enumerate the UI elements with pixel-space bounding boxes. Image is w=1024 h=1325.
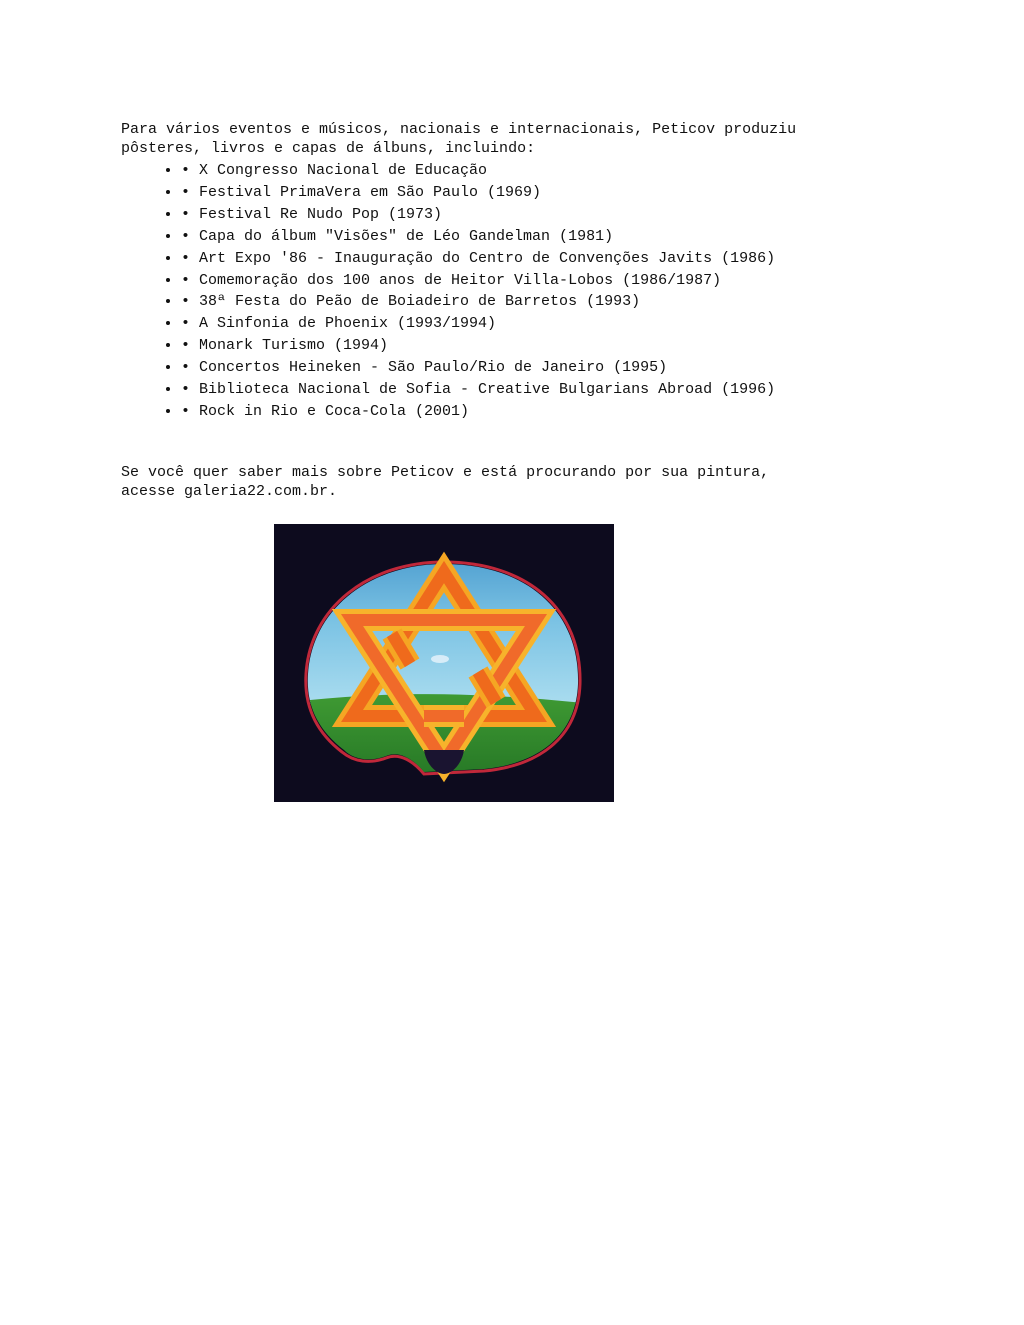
list-item: • • Art Expo '86 - Inauguração do Centro de Convenções Javits (1986) (181, 248, 901, 270)
intro-paragraph (121, 120, 901, 158)
closing-paragraph (121, 463, 901, 501)
list-item: • • X Congresso Nacional de Educação (181, 160, 901, 182)
intro-line-2: pôsteres, livros e capas de álbuns, incluindo: (121, 140, 536, 157)
list-item: • • Monark Turismo (1994) (181, 335, 901, 357)
list-item: • • Rock in Rio e Coca-Cola (2001) (181, 401, 901, 423)
events-list (121, 160, 901, 423)
closing-line-2: acesse galeria22.com.br. (121, 482, 338, 500)
list-item: • • 38ª Festa do Peão de Boiadeiro de Barretos (1993) (181, 291, 901, 313)
list-item: • • A Sinfonia de Phoenix (1993/1994) (181, 313, 901, 335)
document-body (121, 120, 901, 501)
list-item: • • Capa do álbum "Visões" de Léo Gandelman (1981) (181, 226, 901, 248)
intro-line-1: Para vários eventos e músicos, nacionais e internacionais, Peticov produziu (121, 121, 797, 138)
closing-line-1: Se você quer saber mais sobre Peticov e está procurando por sua pintura, (121, 463, 770, 481)
list-item: • • Festival PrimaVera em São Paulo (1969) (181, 182, 901, 204)
list-item: • • Biblioteca Nacional de Sofia - Creative Bulgarians Abroad (1996) (181, 379, 901, 401)
list-item: • • Concertos Heineken - São Paulo/Rio de Janeiro (1995) (181, 357, 901, 379)
star-of-david-painting (274, 524, 614, 802)
artwork-image (274, 524, 614, 802)
cloud (431, 655, 449, 663)
list-item: • • Festival Re Nudo Pop (1973) (181, 204, 901, 226)
list-item: • • Comemoração dos 100 anos de Heitor Villa-Lobos (1986/1987) (181, 270, 901, 292)
